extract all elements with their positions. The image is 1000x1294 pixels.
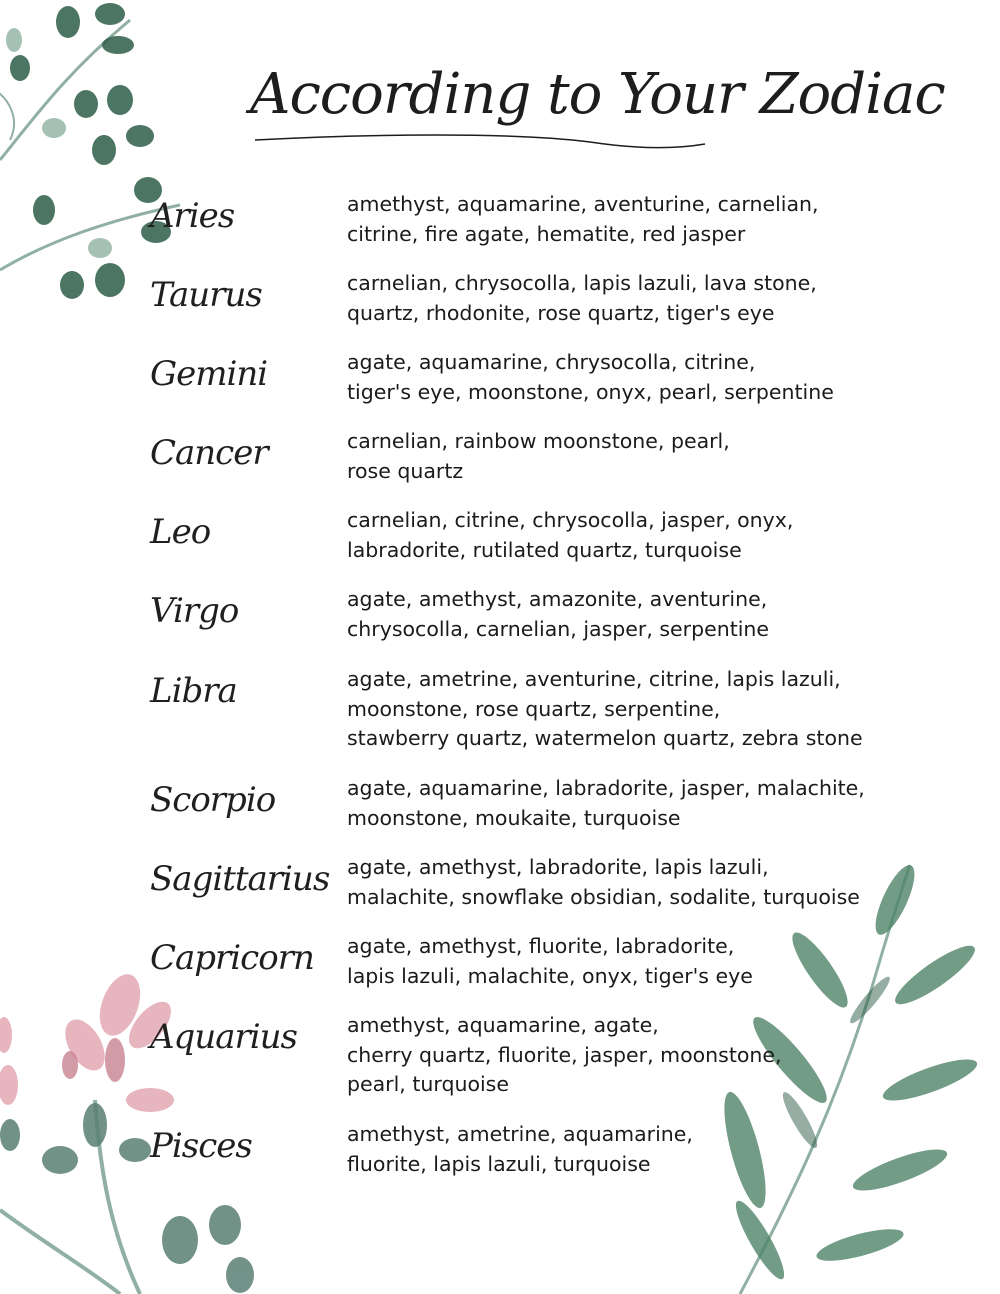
crystal-list-line: carnelian, chrysocolla, lapis lazuli, lava stone,	[347, 271, 817, 295]
crystal-list-line: moonstone, moukaite, turquoise	[347, 805, 681, 830]
crystal-list	[347, 506, 867, 565]
zodiac-sign-label: Gemini	[150, 354, 268, 394]
zodiac-sign-label: Aquarius	[150, 1017, 297, 1057]
crystal-list-line: pearl, turquoise	[347, 1072, 509, 1096]
crystal-list	[347, 190, 867, 249]
crystal-list-line: fluorite, lapis lazuli, turquoise	[347, 1151, 651, 1176]
zodiac-sign-label: Libra	[150, 671, 237, 711]
crystal-list-line: moonstone, rose quartz, serpentine,	[347, 696, 721, 721]
crystal-list-line: agate, aquamarine, chrysocolla, citrine,	[347, 350, 756, 374]
crystal-list	[347, 269, 867, 328]
crystal-list-line: amethyst, aquamarine, aventurine, carnelian,	[347, 192, 819, 216]
zodiac-sign-label: Sagittarius	[150, 859, 330, 899]
crystal-list	[347, 932, 867, 991]
crystal-list-line: stawberry quartz, watermelon quartz, zebra stone	[347, 726, 863, 750]
zodiac-sign-label: Virgo	[150, 591, 239, 631]
zodiac-sign-label: Taurus	[150, 275, 262, 315]
crystal-list	[347, 853, 867, 912]
crystal-list-line: tiger's eye, moonstone, onyx, pearl, serpentine	[347, 379, 834, 404]
crystal-list-line: agate, aquamarine, labradorite, jasper, malachite,	[347, 776, 865, 800]
crystal-list	[347, 585, 867, 644]
crystal-list-line: agate, amethyst, fluorite, labradorite,	[347, 934, 735, 958]
zodiac-sign-label: Capricorn	[150, 938, 314, 978]
page-title: According to Your Zodiac	[250, 62, 945, 127]
crystal-list	[347, 1011, 867, 1100]
crystal-list-line: agate, amethyst, amazonite, aventurine,	[347, 587, 768, 611]
zodiac-sign-label: Cancer	[150, 433, 268, 473]
crystal-list	[347, 1120, 867, 1179]
crystal-list	[347, 774, 867, 833]
crystal-list-line: amethyst, ametrine, aquamarine,	[347, 1122, 693, 1146]
zodiac-sign-label: Pisces	[150, 1126, 252, 1166]
crystal-list	[347, 427, 867, 486]
crystal-list-line: rose quartz	[347, 458, 464, 483]
crystal-list-line: agate, ametrine, aventurine, citrine, lapis lazuli,	[347, 667, 841, 691]
crystal-list-line: chrysocolla, carnelian, jasper, serpentine	[347, 616, 770, 641]
crystal-list-line: carnelian, rainbow moonstone, pearl,	[347, 429, 730, 453]
pink-blossom-bottom-left-illustration	[0, 0, 300, 1294]
crystal-list-line: quartz, rhodonite, rose quartz, tiger's eye	[347, 300, 775, 325]
zodiac-sign-label: Scorpio	[150, 780, 276, 820]
crystal-list-line: lapis lazuli, malachite, onyx, tiger's eye	[347, 963, 753, 988]
crystal-list-line: cherry quartz, fluorite, jasper, moonstone,	[347, 1042, 782, 1067]
title-underline-flourish	[250, 120, 710, 160]
crystal-list-line: carnelian, citrine, chrysocolla, jasper, onyx,	[347, 508, 794, 532]
crystal-list	[347, 665, 867, 754]
crystal-list-line: malachite, snowflake obsidian, sodalite, turquoise	[347, 884, 860, 909]
zodiac-sign-label: Aries	[150, 196, 235, 236]
crystal-list-line: amethyst, aquamarine, agate,	[347, 1013, 659, 1037]
zodiac-sign-label: Leo	[150, 512, 211, 552]
crystal-list-line: citrine, fire agate, hematite, red jasper	[347, 221, 746, 246]
crystal-list-line: agate, amethyst, labradorite, lapis lazuli,	[347, 855, 769, 879]
crystal-list-line: labradorite, rutilated quartz, turquoise	[347, 537, 742, 562]
crystal-list	[347, 348, 867, 407]
